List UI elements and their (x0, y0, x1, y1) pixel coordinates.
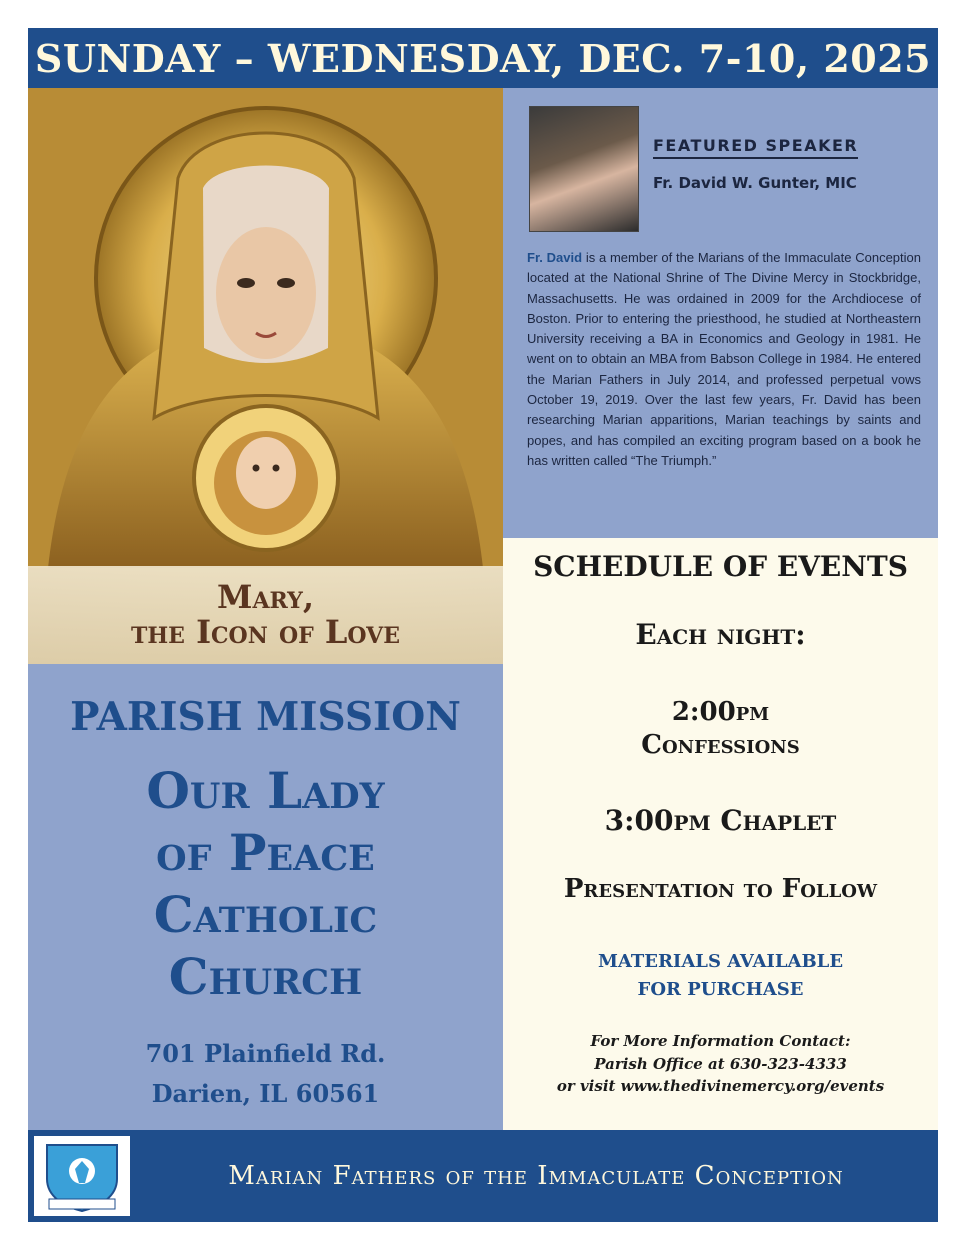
speaker-bio (527, 248, 921, 471)
contact-phone: Parish Office at 630-323-4333 (594, 1054, 847, 1073)
footer-banner (28, 1130, 938, 1222)
featured-speaker-label: FEATURED SPEAKER (653, 136, 858, 159)
schedule-section (503, 538, 938, 1130)
church-name (28, 760, 503, 1008)
confessions-time: 2:00pm (671, 697, 770, 727)
materials-line-1: MATERIALS AVAILABLE (597, 951, 844, 972)
mary-icon-illustration (28, 88, 503, 568)
mission-title: PARISH MISSION (70, 694, 461, 740)
bio-name: Fr. David (527, 250, 583, 265)
shield-icon (39, 1139, 125, 1213)
organization-name: Marian Fathers of the Immaculate Conception (228, 1161, 844, 1191)
speaker-section (503, 88, 938, 538)
contact-line-1: For More Information Contact: (590, 1032, 851, 1050)
church-line-2: of Peace (156, 823, 375, 882)
icon-image (28, 88, 503, 664)
mission-section (28, 664, 503, 1130)
marian-fathers-logo (34, 1136, 130, 1216)
schedule-title: SCHEDULE OF EVENTS (533, 550, 908, 583)
materials-line-2: FOR PURCHASE (637, 978, 804, 1000)
address-city: Darien, IL 60561 (151, 1079, 380, 1108)
caption-line-2: the Icon of Love (131, 613, 400, 651)
contact-info (503, 1030, 938, 1098)
chaplet-time: 3:00pm Chaplet (604, 804, 837, 837)
caption-line-1: Mary, (217, 577, 314, 616)
each-night-label: Each night: (635, 618, 806, 651)
church-line-4: Church (168, 947, 363, 1006)
church-address (28, 1034, 503, 1114)
speaker-photo (529, 106, 639, 232)
address-street: 701 Plainfield Rd. (145, 1039, 386, 1068)
header-banner (28, 28, 938, 88)
speaker-name: Fr. David W. Gunter, MIC (653, 174, 857, 192)
presentation-note: Presentation to Follow (563, 874, 878, 904)
bio-text: is a member of the Marians of the Immaculate Conception located at the National Shrine of The Divine Mercy in Stockbridge, Massachusetts. He was ordained in 2009 for the Archdiocese of Boston. Prior to entering the priesthood, he studied at Northeastern University receiving a BA in Economics and Geology in 1981. He went on to obtain an MBA from Babson College in 1984. He entered the Marian Fathers in July 2014, and professed perpetual vows October 19, 2019. Over the last few years, Fr. David has been researching Marian apparitions, Marian teachings by saints and popes, and has compiled an exciting program based on a book he has written called “The Triumph.” (527, 250, 921, 468)
contact-website[interactable]: or visit www.thedivinemercy.org/events (556, 1077, 885, 1095)
confessions-block (503, 696, 938, 761)
icon-caption (28, 566, 503, 664)
materials-note (503, 948, 938, 1004)
confessions-label: Confessions (641, 729, 800, 760)
church-line-1: Our Lady (146, 761, 385, 820)
event-dates: SUNDAY – WEDNESDAY, DEC. 7-10, 2025 (34, 35, 932, 81)
church-line-3: Catholic (153, 885, 378, 944)
